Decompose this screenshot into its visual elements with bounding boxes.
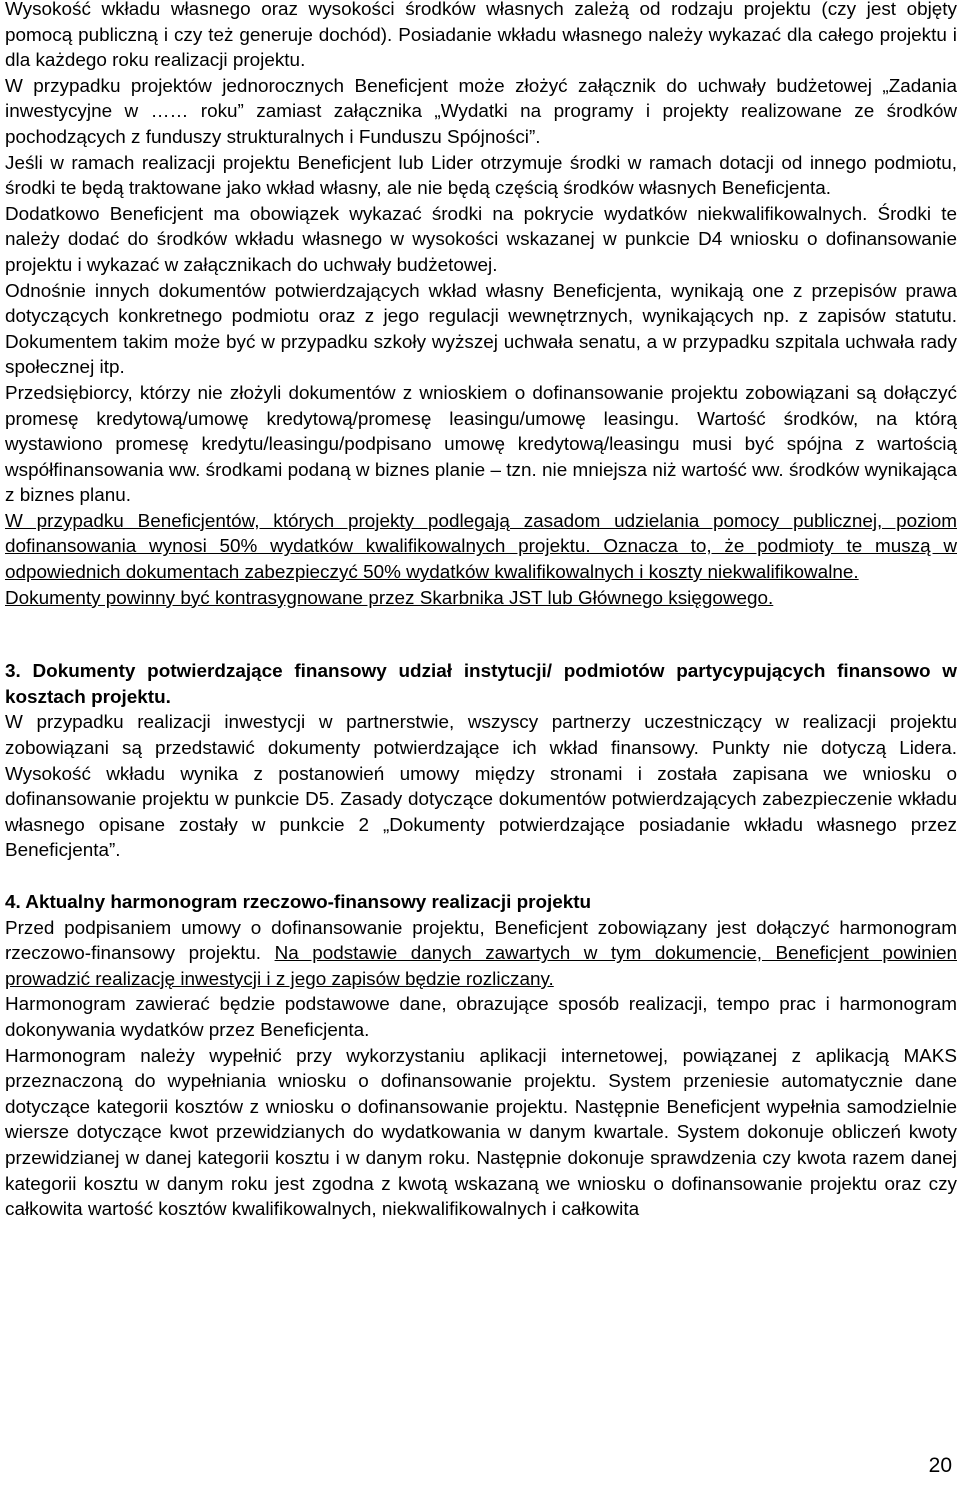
page-number: 20 xyxy=(928,1454,952,1477)
paragraph-one-year-projects: W przypadku projektów jednorocznych Beneficjent może złożyć załącznik do uchwały budżetowej „Zadania inwestycyjne w …… roku” zamiast załącznika „Wydatki na programy i projekty realizowane ze środków pochodzących z funduszy strukturalnych i Funduszu Spójności”. xyxy=(5,75,957,148)
spacer xyxy=(5,864,957,890)
section-4-text-plain: Przed podpisaniem umowy o dofinansowanie projektu, Beneficjent zobowiązany jest dołączyć harmonogram rzeczowo-finansowy projektu. xyxy=(5,917,957,965)
paragraph-countersign-underlined: Dokumenty powinny być kontrasygnowane przez Skarbnika JST lub Głównego księgowego. xyxy=(5,587,774,609)
paragraph-state-aid-underlined: W przypadku Beneficjentów, których projekty podlegają zasadom udzielania pomocy publicznej, poziom dofinansowania wynosi 50% wydatków kwalifikowalnych projektu. Oznacza to, że podmioty te muszą w odpowiednich dokumentach zabezpieczyć 50% wydatków kwalifikowalnych i koszty niekwalifikowalne. xyxy=(5,510,957,584)
paragraph-subsidy-funds: Jeśli w ramach realizacji projektu Beneficjent lub Lider otrzymuje środki w ramach dotacji od innego podmiotu, środki te będą traktowane jako wkład własny, ale nie będą częścią środków własnych Beneficjenta. xyxy=(5,152,957,200)
section-3-text: W przypadku realizacji inwestycji w partnerstwie, wszyscy partnerzy uczestniczący w realizacji projektu zobowiązani są przedstawić dokumenty potwierdzające ich wkład finansowy. Punkty nie dotyczą Lidera. Wysokość wkładu wynika z postanowień umowy między stronami i została zapisana we wniosku o dofinansowanie projektu w punkcie D5. Zasady dotyczące dokumentów potwierdzających zabezpieczenie wkładu własnego opisane zostały w punkcie 2 „Dokumenty potwierdzające posiadanie wkładu własnego przez Beneficjenta”. xyxy=(5,712,957,862)
paragraph-entrepreneurs: Przedsiębiorcy, którzy nie złożyli dokumentów z wnioskiem o dofinansowanie projektu zobowiązani są dołączyć promesę kredytową/umowę kredytową/promesę leasingu/umowę leasingu. Wartość środków, na którą wystawiono promesę kredytu/leasingu/podpisano umowę kredytową/leasingu musi być spójna z wartością współfinansowania ww. środkami podaną w biznes planie – tzn. nie mniejsza niż wartość ww. środków wynikająca z biznes planu. xyxy=(5,382,957,507)
section-4-paragraph-2: Harmonogram zawierać będzie podstawowe dane, obrazujące sposób realizacji, tempo prac i harmonogram dokonywania wydatków przez Beneficjenta. xyxy=(5,994,957,1041)
section-4-text-underlined: Na podstawie danych zawartych w tym dokumencie, Beneficjent powinien prowadzić realizację inwestycji i z jego zapisów będzie rozliczany. xyxy=(5,943,957,990)
paragraph-other-documents: Odnośnie innych dokumentów potwierdzających wkład własny Beneficjenta, wynikają one z przepisów prawa dotyczących konkretnego podmiotu oraz z jego regulacji wewnętrznych, wynikających np. z zapisów statutu. Dokumentem takim może być w przypadku szkoły wyższej uchwała senatu, a w przypadku szpitala uchwała rady społecznej itp. xyxy=(5,280,957,379)
section-4-heading: 4. Aktualny harmonogram rzeczowo-finansowy realizacji projektu xyxy=(5,892,592,913)
document-page xyxy=(5,0,957,1223)
spacer xyxy=(5,611,957,659)
paragraph-non-eligible-costs: Dodatkowo Beneficjent ma obowiązek wykazać środki na pokrycie wydatków niekwalifikowalnych. Środki te należy dodać do środków wkładu własnego w wysokości wskazanej w punkcie D4 wniosku o dofinansowanie projektu i wykazać w załącznikach do uchwały budżetowej. xyxy=(5,203,957,276)
paragraph-own-contribution: Wysokość wkładu własnego oraz wysokości środków własnych zależą od rodzaju projektu (czy jest objęty pomocą publiczną i czy też generuje dochód). Posiadanie wkładu własnego należy wykazać dla całego projektu i dla każdego roku realizacji projektu. xyxy=(5,0,957,72)
section-4-paragraph-3: Harmonogram należy wypełnić przy wykorzystaniu aplikacji internetowej, powiązanej z aplikacją MAKS przeznaczoną do wypełniania wniosku o dofinansowanie projektu. System przeniesie automatycznie dane dotyczące kategorii kosztów z wniosku o dofinansowanie projektu. Następnie Beneficjent wypełnia samodzielnie wiersze dotyczące kwot przewidzianych do wydatkowania w danym kwartale. System dokonuje obliczeń kwoty przewidzianej w danej kategorii kosztu i w danym roku. Następnie dokonuje sprawdzenia czy kwota razem danej kategorii kosztu w danym roku jest zgodna z kwotą wskazaną we wniosku o dofinansowanie projektu oraz czy całkowita wartość kosztów kwalifikowalnych, niekwalifikowalnych i całkowita xyxy=(5,1045,957,1221)
section-4-paragraph-1 xyxy=(5,916,957,993)
section-3-heading: 3. Dokumenty potwierdzające finansowy udział instytucji/ podmiotów partycypujących finansowo w kosztach projektu. xyxy=(5,661,957,708)
